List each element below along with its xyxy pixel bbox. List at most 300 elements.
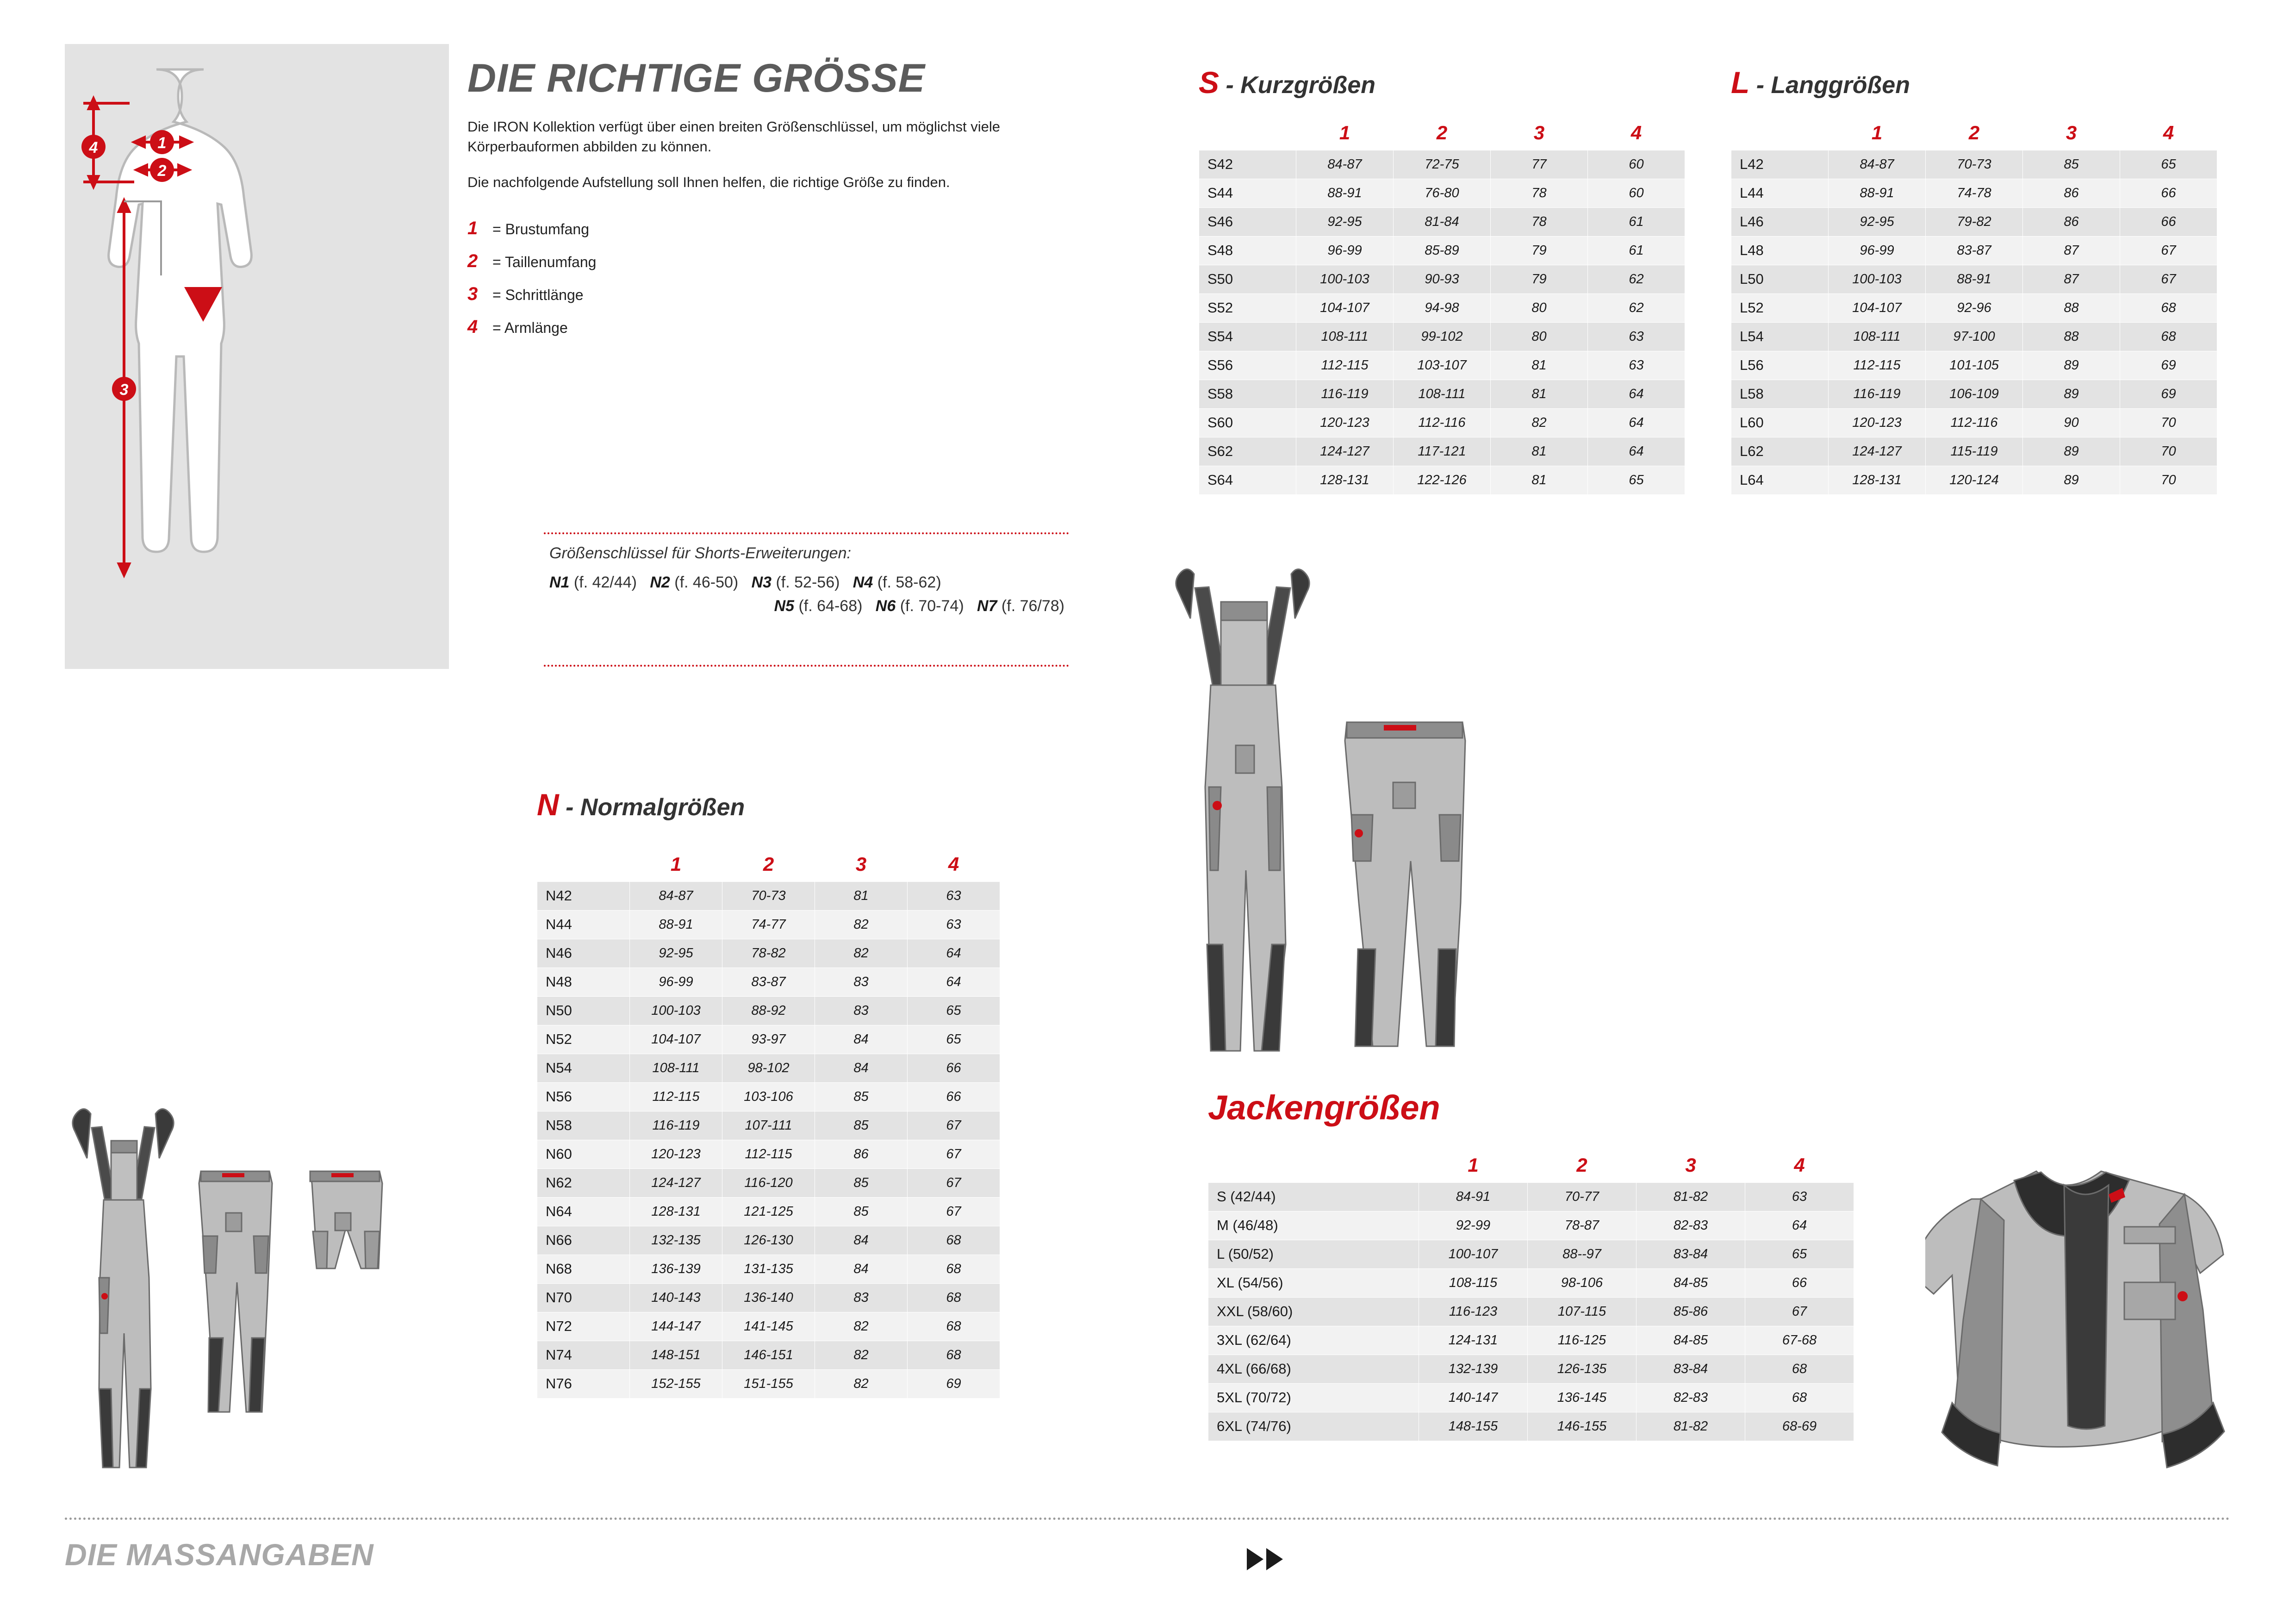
table-cell: 82 (815, 1312, 908, 1341)
table-cell: 90 (2023, 408, 2120, 437)
table-cell: 66 (1745, 1268, 1854, 1297)
table-cell: 122-126 (1394, 466, 1491, 494)
legend-item (467, 317, 1083, 337)
table-cell: 103-107 (1394, 351, 1491, 380)
table-langgroessen (1731, 116, 2217, 495)
col-head: 2 (1528, 1148, 1636, 1182)
legend-item (467, 218, 1083, 239)
table-cell: 151-155 (722, 1369, 815, 1398)
table-cell: 68 (2120, 322, 2217, 351)
table-cell: 65 (1745, 1240, 1854, 1268)
col-head: 2 (1926, 116, 2023, 150)
table-cell: 81-84 (1394, 207, 1491, 236)
col-head: 3 (2023, 116, 2120, 150)
table-row (537, 1255, 1000, 1283)
table-cell: 82 (815, 1341, 908, 1369)
row-size-label: L48 (1731, 236, 1829, 265)
table-row (1208, 1211, 1854, 1240)
table-cell: 93-97 (722, 1025, 815, 1054)
table-cell: 81 (815, 881, 908, 910)
table-cell: 82 (815, 910, 908, 939)
table-cell: 87 (2023, 236, 2120, 265)
col-head: 4 (1745, 1148, 1854, 1182)
table-cell: 64 (908, 968, 1000, 996)
table-cell: 85 (2023, 150, 2120, 179)
table-cell: 92-99 (1419, 1211, 1528, 1240)
table-cell: 112-115 (722, 1140, 815, 1168)
garment-group-svg (65, 1102, 454, 1486)
table-cell: 96-99 (630, 968, 722, 996)
table-cell: 79-82 (1926, 207, 2023, 236)
row-size-label: 3XL (62/64) (1208, 1326, 1419, 1355)
table-cell: 116-123 (1419, 1297, 1528, 1326)
table-row (1199, 466, 1685, 494)
table-cell: 72-75 (1394, 150, 1491, 179)
table-row (537, 1054, 1000, 1082)
table-cell: 67 (908, 1168, 1000, 1197)
table-cell: 88-91 (1829, 179, 1926, 207)
table-cell: 99-102 (1394, 322, 1491, 351)
table-cell: 76-80 (1394, 179, 1491, 207)
table-cell: 68-69 (1745, 1412, 1854, 1441)
table-header-row (1199, 116, 1685, 150)
table-row (1208, 1355, 1854, 1383)
table-cell: 117-121 (1394, 437, 1491, 466)
table-cell: 104-107 (1296, 294, 1394, 322)
shorts-key: N3 (751, 574, 772, 591)
table-cell: 128-131 (1829, 466, 1926, 494)
shorts-key: N1 (549, 574, 570, 591)
table-cell: 65 (908, 1025, 1000, 1054)
row-size-label: N68 (537, 1255, 630, 1283)
table-cell: 131-135 (722, 1255, 815, 1283)
table-cell: 84-87 (1296, 150, 1394, 179)
table-cell: 116-119 (1829, 380, 1926, 408)
shorts-range: (f. 52-56) (776, 574, 840, 591)
row-size-label: N50 (537, 996, 630, 1025)
table-cell: 83-87 (722, 968, 815, 996)
table-cell: 136-140 (722, 1283, 815, 1312)
table-cell: 82 (815, 1369, 908, 1398)
row-size-label: N42 (537, 881, 630, 910)
table-cell: 148-151 (630, 1341, 722, 1369)
row-size-label: N62 (537, 1168, 630, 1197)
row-size-label: N66 (537, 1226, 630, 1255)
table-cell: 82 (1491, 408, 1588, 437)
table-cell: 60 (1588, 179, 1685, 207)
table-row (537, 1111, 1000, 1140)
table-body-kurz (1199, 150, 1685, 494)
table-cell: 87 (2023, 265, 2120, 294)
table-cell: 84-87 (630, 881, 722, 910)
table-cell: 85 (815, 1111, 908, 1140)
table-cell: 89 (2023, 380, 2120, 408)
shorts-key: N7 (977, 597, 997, 615)
row-size-label: L44 (1731, 179, 1829, 207)
table-cell: 83 (815, 996, 908, 1025)
table-cell: 107-115 (1528, 1297, 1636, 1326)
row-size-label: S42 (1199, 150, 1296, 179)
legend-number: 3 (467, 284, 478, 305)
table-cell: 67 (1745, 1297, 1854, 1326)
table-row (537, 1312, 1000, 1341)
table-cell: 63 (1588, 322, 1685, 351)
table-cell: 100-103 (630, 996, 722, 1025)
col-head: 2 (722, 847, 815, 881)
table-header-row (1208, 1148, 1854, 1182)
shorts-key: N2 (650, 574, 670, 591)
table-row (1731, 179, 2217, 207)
table-cell: 67 (908, 1140, 1000, 1168)
table-jackengroessen (1208, 1148, 1854, 1441)
shorts-range: (f. 58-62) (877, 574, 941, 591)
table-cell: 92-95 (1829, 207, 1926, 236)
footer-divider (65, 1518, 2231, 1520)
legend-label: = Schrittlänge (492, 287, 584, 304)
table-cell: 85 (815, 1082, 908, 1111)
table-row (537, 968, 1000, 996)
table-row (1731, 380, 2217, 408)
table-cell: 78 (1491, 207, 1588, 236)
table-cell: 83-87 (1926, 236, 2023, 265)
table-row (537, 1140, 1000, 1168)
table-cell: 121-125 (722, 1197, 815, 1226)
row-size-label: S50 (1199, 265, 1296, 294)
table-cell: 124-127 (630, 1168, 722, 1197)
shorts-key: N5 (774, 597, 795, 615)
table-cell: 65 (1588, 466, 1685, 494)
table-cell: 88 (2023, 294, 2120, 322)
row-size-label: L62 (1731, 437, 1829, 466)
row-size-label: S58 (1199, 380, 1296, 408)
table-cell: 124-131 (1419, 1326, 1528, 1355)
table-cell: 79 (1491, 265, 1588, 294)
table-cell: 120-123 (1296, 408, 1394, 437)
row-size-label: XXL (58/60) (1208, 1297, 1419, 1326)
table-cell: 141-145 (722, 1312, 815, 1341)
row-size-label: L (50/52) (1208, 1240, 1419, 1268)
row-size-label: N72 (537, 1312, 630, 1341)
table-cell: 83-84 (1636, 1355, 1745, 1383)
table-cell: 84-91 (1419, 1182, 1528, 1211)
table-row (1208, 1383, 1854, 1412)
legend-item (467, 251, 1083, 272)
table-cell: 88--97 (1528, 1240, 1636, 1268)
col-head: 1 (1829, 116, 1926, 150)
table-cell: 79 (1491, 236, 1588, 265)
shorts-key: N6 (875, 597, 896, 615)
table-cell: 112-116 (1394, 408, 1491, 437)
table-cell: 148-155 (1419, 1412, 1528, 1441)
shorts-size-key-box (544, 532, 1069, 667)
table-cell: 88-91 (630, 910, 722, 939)
table-cell: 70 (2120, 408, 2217, 437)
table-cell: 82-83 (1636, 1211, 1745, 1240)
table-cell: 62 (1588, 294, 1685, 322)
row-size-label: L42 (1731, 150, 1829, 179)
row-size-label: N46 (537, 939, 630, 968)
table-row (1199, 408, 1685, 437)
table-cell: 68 (908, 1312, 1000, 1341)
table-cell: 116-125 (1528, 1326, 1636, 1355)
intro-paragraph-2: Die nachfolgende Aufstellung soll Ihnen helfen, die richtige Größe zu finden. (467, 174, 950, 190)
table-cell: 66 (2120, 179, 2217, 207)
row-size-label: N76 (537, 1369, 630, 1398)
row-size-label: M (46/48) (1208, 1211, 1419, 1240)
row-size-label: S60 (1199, 408, 1296, 437)
table-cell: 96-99 (1829, 236, 1926, 265)
table-cell: 63 (908, 910, 1000, 939)
row-size-label: S54 (1199, 322, 1296, 351)
table-cell: 85 (815, 1197, 908, 1226)
svg-text:1: 1 (157, 134, 167, 152)
table-cell: 136-145 (1528, 1383, 1636, 1412)
table-cell: 62 (1588, 265, 1685, 294)
table-body-jacken (1208, 1182, 1854, 1441)
table-cell: 61 (1588, 207, 1685, 236)
row-size-label: L58 (1731, 380, 1829, 408)
table-cell: 84-85 (1636, 1268, 1745, 1297)
table-row (1199, 351, 1685, 380)
table-cell: 63 (1745, 1182, 1854, 1211)
table-cell: 67-68 (1745, 1326, 1854, 1355)
table-row (537, 1369, 1000, 1398)
table-cell: 78-82 (722, 939, 815, 968)
table-row (1199, 179, 1685, 207)
table-cell: 97-100 (1926, 322, 2023, 351)
row-size-label: L56 (1731, 351, 1829, 380)
table-cell: 120-123 (1829, 408, 1926, 437)
table-subtitle-s: - Kurzgrößen (1226, 72, 1376, 99)
table-cell: 74-77 (722, 910, 815, 939)
table-cell: 96-99 (1296, 236, 1394, 265)
table-cell: 86 (815, 1140, 908, 1168)
table-row (1199, 207, 1685, 236)
table-cell: 124-127 (1296, 437, 1394, 466)
table-cell: 112-115 (630, 1082, 722, 1111)
table-cell: 70-77 (1528, 1182, 1636, 1211)
table-cell: 98-102 (722, 1054, 815, 1082)
svg-text:2: 2 (157, 162, 167, 180)
table-cell: 81 (1491, 437, 1588, 466)
col-head: 4 (2120, 116, 2217, 150)
table-row (1199, 322, 1685, 351)
table-cell: 100-103 (1296, 265, 1394, 294)
table-row (1208, 1412, 1854, 1441)
table-row (1199, 380, 1685, 408)
table-row (1731, 351, 2217, 380)
table-cell: 108-111 (1394, 380, 1491, 408)
table-cell: 89 (2023, 351, 2120, 380)
table-row (1731, 207, 2217, 236)
table-row (537, 1341, 1000, 1369)
table-cell: 98-106 (1528, 1268, 1636, 1297)
table-cell: 67 (908, 1197, 1000, 1226)
col-head: 2 (1394, 116, 1491, 150)
svg-text:4: 4 (89, 139, 98, 156)
table-cell: 68 (1745, 1383, 1854, 1412)
table-cell: 84-85 (1636, 1326, 1745, 1355)
double-chevron-icon (1245, 1546, 1287, 1572)
row-size-label: S64 (1199, 466, 1296, 494)
row-size-label: S44 (1199, 179, 1296, 207)
table-row (1199, 437, 1685, 466)
table-cell: 81 (1491, 351, 1588, 380)
table-cell: 144-147 (630, 1312, 722, 1341)
table-cell: 104-107 (1829, 294, 1926, 322)
table-cell: 108-115 (1419, 1268, 1528, 1297)
shorts-range: (f. 46-50) (674, 574, 739, 591)
table-row (1731, 466, 2217, 494)
shorts-key-row-2 (549, 594, 1064, 618)
col-head (537, 847, 630, 881)
table-cell: 82 (815, 939, 908, 968)
row-size-label: L54 (1731, 322, 1829, 351)
bib-overall-svg (1166, 546, 1324, 1065)
table-row (537, 1025, 1000, 1054)
table-cell: 108-111 (630, 1054, 722, 1082)
col-head (1731, 116, 1829, 150)
legend-item (467, 284, 1083, 305)
row-size-label: N64 (537, 1197, 630, 1226)
table-cell: 80 (1491, 294, 1588, 322)
col-head: 4 (1588, 116, 1685, 150)
table-cell: 61 (1588, 236, 1685, 265)
table-cell: 69 (2120, 351, 2217, 380)
row-size-label: N48 (537, 968, 630, 996)
table-cell: 120-124 (1926, 466, 2023, 494)
table-cell: 64 (1588, 408, 1685, 437)
table-cell: 92-95 (1296, 207, 1394, 236)
table-cell: 63 (1588, 351, 1685, 380)
table-kurzgroessen (1199, 116, 1685, 495)
table-cell: 70 (2120, 437, 2217, 466)
table-cell: 140-143 (630, 1283, 722, 1312)
table-cell: 128-131 (630, 1197, 722, 1226)
row-size-label: 4XL (66/68) (1208, 1355, 1419, 1383)
table-cell: 84-87 (1829, 150, 1926, 179)
table-cell: 90-93 (1394, 265, 1491, 294)
table-cell: 81-82 (1636, 1412, 1745, 1441)
table-cell: 86 (2023, 179, 2120, 207)
table-cell: 106-109 (1926, 380, 2023, 408)
shorts-range: (f. 76/78) (1001, 597, 1064, 615)
row-size-label: S46 (1199, 207, 1296, 236)
table-cell: 89 (2023, 466, 2120, 494)
row-size-label: 5XL (70/72) (1208, 1383, 1419, 1412)
table-cell: 112-115 (1296, 351, 1394, 380)
table-cell: 80 (1491, 322, 1588, 351)
row-size-label: N56 (537, 1082, 630, 1111)
table-cell: 81 (1491, 466, 1588, 494)
table-cell: 88-91 (1926, 265, 2023, 294)
table-cell: 85-86 (1636, 1297, 1745, 1326)
shorts-key-row-1 (549, 571, 1064, 594)
table-cell: 107-111 (722, 1111, 815, 1140)
table-cell: 152-155 (630, 1369, 722, 1398)
table-cell: 108-111 (1829, 322, 1926, 351)
col-head: 3 (815, 847, 908, 881)
table-body-normal (537, 881, 1000, 1398)
table-cell: 68 (908, 1226, 1000, 1255)
table-cell: 70-73 (722, 881, 815, 910)
headline-block (467, 56, 1083, 350)
table-cell: 112-116 (1926, 408, 2023, 437)
table-cell: 70-73 (1926, 150, 2023, 179)
jacket-svg (1925, 1143, 2249, 1486)
table-cell: 64 (1745, 1211, 1854, 1240)
row-size-label: N70 (537, 1283, 630, 1312)
table-letter-n: N (537, 787, 559, 822)
table-cell: 68 (2120, 294, 2217, 322)
table-row (1199, 150, 1685, 179)
intro-paragraph-1: Die IRON Kollektion verfügt über einen breiten Größenschlüssel, um möglichst viele Körperbauformen abbilden zu können. (467, 119, 1000, 155)
page-title: DIE RICHTIGE GRÖSSE (467, 56, 926, 100)
table-cell: 85-89 (1394, 236, 1491, 265)
row-size-label: S56 (1199, 351, 1296, 380)
table-cell: 94-98 (1394, 294, 1491, 322)
table-row (1731, 322, 2217, 351)
svg-text:3: 3 (119, 381, 129, 399)
table-row (537, 939, 1000, 968)
table-row (1731, 437, 2217, 466)
footer-arrow-icons (1245, 1546, 1287, 1574)
table-cell: 146-155 (1528, 1412, 1636, 1441)
table-cell: 66 (908, 1054, 1000, 1082)
table-cell: 83 (815, 1283, 908, 1312)
table-title-jackengroessen: Jackengrößen (1208, 1088, 1440, 1127)
table-row (1208, 1297, 1854, 1326)
table-cell: 68 (908, 1255, 1000, 1283)
table-cell: 92-95 (630, 939, 722, 968)
table-row (1199, 294, 1685, 322)
table-cell: 68 (1745, 1355, 1854, 1383)
table-row (1731, 294, 2217, 322)
table-cell: 88-91 (1296, 179, 1394, 207)
table-row (1199, 265, 1685, 294)
row-size-label: 6XL (74/76) (1208, 1412, 1419, 1441)
table-cell: 136-139 (630, 1255, 722, 1283)
table-cell: 64 (1588, 437, 1685, 466)
table-cell: 65 (2120, 150, 2217, 179)
table-title-kurzgroessen (1199, 65, 1375, 100)
table-row (1208, 1182, 1854, 1211)
table-cell: 124-127 (1829, 437, 1926, 466)
row-size-label: N44 (537, 910, 630, 939)
product-illustration-bib-overall (1166, 546, 1324, 1067)
table-cell: 78-87 (1528, 1211, 1636, 1240)
shorts-range: (f. 64-68) (798, 597, 863, 615)
table-row (1731, 236, 2217, 265)
table-row (537, 1197, 1000, 1226)
row-size-label: XL (54/56) (1208, 1268, 1419, 1297)
table-cell: 128-131 (1296, 466, 1394, 494)
work-trousers-svg (1328, 708, 1481, 1060)
human-body-diagram (65, 44, 449, 669)
table-cell: 100-103 (1829, 265, 1926, 294)
table-row (537, 1082, 1000, 1111)
table-cell: 112-115 (1829, 351, 1926, 380)
table-cell: 146-151 (722, 1341, 815, 1369)
shorts-range: (f. 70-74) (900, 597, 964, 615)
table-row (1208, 1268, 1854, 1297)
table-row (1208, 1326, 1854, 1355)
col-head: 1 (1419, 1148, 1528, 1182)
table-title-langgroessen (1731, 65, 1910, 100)
table-cell: 78 (1491, 179, 1588, 207)
table-cell: 89 (2023, 437, 2120, 466)
table-cell: 92-96 (1926, 294, 2023, 322)
